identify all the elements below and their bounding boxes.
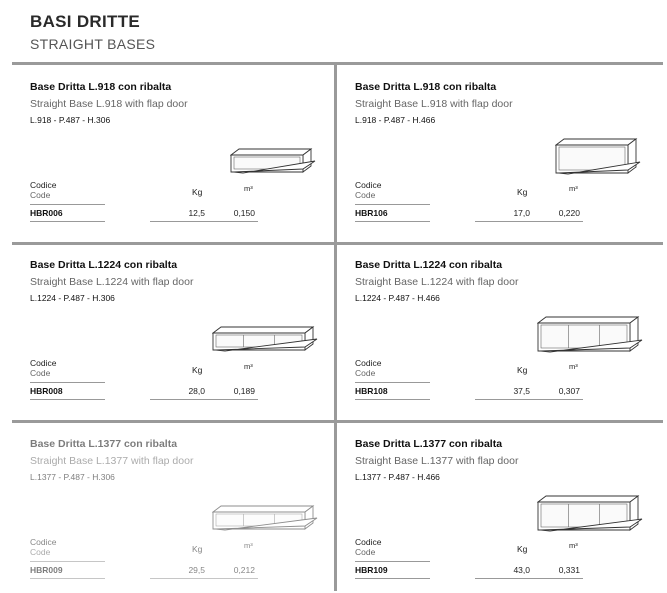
product-drawing	[212, 505, 326, 536]
product-title: Base Dritta L.1224 con ribalta	[355, 259, 503, 271]
volume-label: m³	[244, 362, 253, 371]
column-divider	[334, 62, 337, 591]
product-drawing	[537, 316, 651, 358]
weight-label: Kg	[192, 365, 203, 375]
code-rule	[355, 204, 430, 205]
product-volume: 0,150	[233, 208, 255, 218]
code-label-en: Code	[355, 190, 376, 200]
values-rule	[150, 399, 258, 400]
code-rule-bottom	[355, 221, 430, 222]
tall-base-flap-icon	[537, 495, 651, 537]
product-code: HBR006	[30, 208, 63, 218]
product-weight: 17,0	[513, 208, 530, 218]
product-dimensions: L.918 - P.487 - H.306	[30, 115, 111, 125]
code-rule	[355, 382, 430, 383]
code-label-en: Code	[355, 368, 376, 378]
product-drawing	[212, 326, 326, 357]
tall-base-flap-icon	[555, 138, 649, 180]
product-dimensions: L.1224 - P.487 - H.466	[355, 293, 440, 303]
product-subtitle: Straight Base L.1224 with flap door	[30, 276, 194, 288]
product-code: HBR008	[30, 386, 63, 396]
code-rule-bottom	[355, 578, 430, 579]
tall-base-flap-icon	[537, 316, 651, 358]
product-volume: 0,189	[233, 386, 255, 396]
code-rule-bottom	[30, 221, 105, 222]
product-volume: 0,331	[558, 565, 580, 575]
volume-label: m³	[569, 184, 578, 193]
product-panel-hbr006	[30, 66, 330, 236]
product-panel-hbr009	[30, 423, 330, 593]
product-title: Base Dritta L.1224 con ribalta	[30, 259, 178, 271]
product-panel-hbr106	[355, 66, 655, 236]
product-code: HBR108	[355, 386, 388, 396]
code-label-en: Code	[355, 547, 376, 557]
values-rule	[475, 399, 583, 400]
page-subtitle: STRAIGHT BASES	[30, 36, 156, 52]
product-weight: 29,5	[188, 565, 205, 575]
product-title: Base Dritta L.918 con ribalta	[30, 81, 172, 93]
code-rule	[30, 382, 105, 383]
code-label-it: Codice	[30, 180, 57, 190]
product-dimensions: L.1224 - P.487 - H.306	[30, 293, 115, 303]
product-subtitle: Straight Base L.1377 with flap door	[355, 455, 519, 467]
product-title: Base Dritta L.1377 con ribalta	[355, 438, 503, 450]
code-label-it: Codice	[30, 358, 57, 368]
product-weight: 12,5	[188, 208, 205, 218]
code-label-en: Code	[30, 368, 51, 378]
product-drawing	[537, 495, 651, 537]
product-dimensions: L.918 - P.487 - H.466	[355, 115, 436, 125]
product-subtitle: Straight Base L.918 with flap door	[30, 98, 188, 110]
values-rule	[150, 221, 258, 222]
product-panel-hbr109	[355, 423, 655, 593]
product-code: HBR106	[355, 208, 388, 218]
code-label-it: Codice	[355, 358, 382, 368]
volume-label: m³	[244, 541, 253, 550]
values-rule	[475, 578, 583, 579]
product-volume: 0,220	[558, 208, 580, 218]
code-rule-bottom	[30, 578, 105, 579]
product-volume: 0,212	[233, 565, 255, 575]
weight-label: Kg	[517, 365, 528, 375]
volume-label: m³	[569, 541, 578, 550]
values-rule	[150, 578, 258, 579]
product-weight: 28,0	[188, 386, 205, 396]
page-header	[30, 12, 155, 52]
product-drawing	[555, 138, 649, 180]
weight-label: Kg	[517, 187, 528, 197]
product-subtitle: Straight Base L.1377 with flap door	[30, 455, 194, 467]
weight-label: Kg	[192, 544, 203, 554]
product-panel-hbr008	[30, 244, 330, 414]
code-rule	[30, 204, 105, 205]
volume-label: m³	[244, 184, 253, 193]
product-weight: 43,0	[513, 565, 530, 575]
product-dimensions: L.1377 - P.487 - H.306	[30, 472, 115, 482]
product-subtitle: Straight Base L.1224 with flap door	[355, 276, 519, 288]
weight-label: Kg	[192, 187, 203, 197]
code-label-it: Codice	[355, 180, 382, 190]
code-rule	[30, 561, 105, 562]
low-base-flap-icon	[212, 505, 326, 536]
page-title: BASI DRITTE	[30, 12, 141, 31]
product-subtitle: Straight Base L.918 with flap door	[355, 98, 513, 110]
product-drawing	[230, 148, 324, 179]
low-base-flap-icon	[230, 148, 324, 179]
product-code: HBR109	[355, 565, 388, 575]
product-panel-hbr108	[355, 244, 655, 414]
code-rule	[355, 561, 430, 562]
code-rule-bottom	[355, 399, 430, 400]
product-title: Base Dritta L.918 con ribalta	[355, 81, 497, 93]
code-rule-bottom	[30, 399, 105, 400]
top-divider	[12, 62, 663, 65]
code-label-en: Code	[30, 190, 51, 200]
product-weight: 37,5	[513, 386, 530, 396]
product-title: Base Dritta L.1377 con ribalta	[30, 438, 178, 450]
product-dimensions: L.1377 - P.487 - H.466	[355, 472, 440, 482]
code-label-it: Codice	[355, 537, 382, 547]
product-code: HBR009	[30, 565, 63, 575]
code-label-en: Code	[30, 547, 51, 557]
code-label-it: Codice	[30, 537, 57, 547]
volume-label: m³	[569, 362, 578, 371]
product-volume: 0,307	[558, 386, 580, 396]
values-rule	[475, 221, 583, 222]
weight-label: Kg	[517, 544, 528, 554]
low-base-flap-icon	[212, 326, 326, 357]
